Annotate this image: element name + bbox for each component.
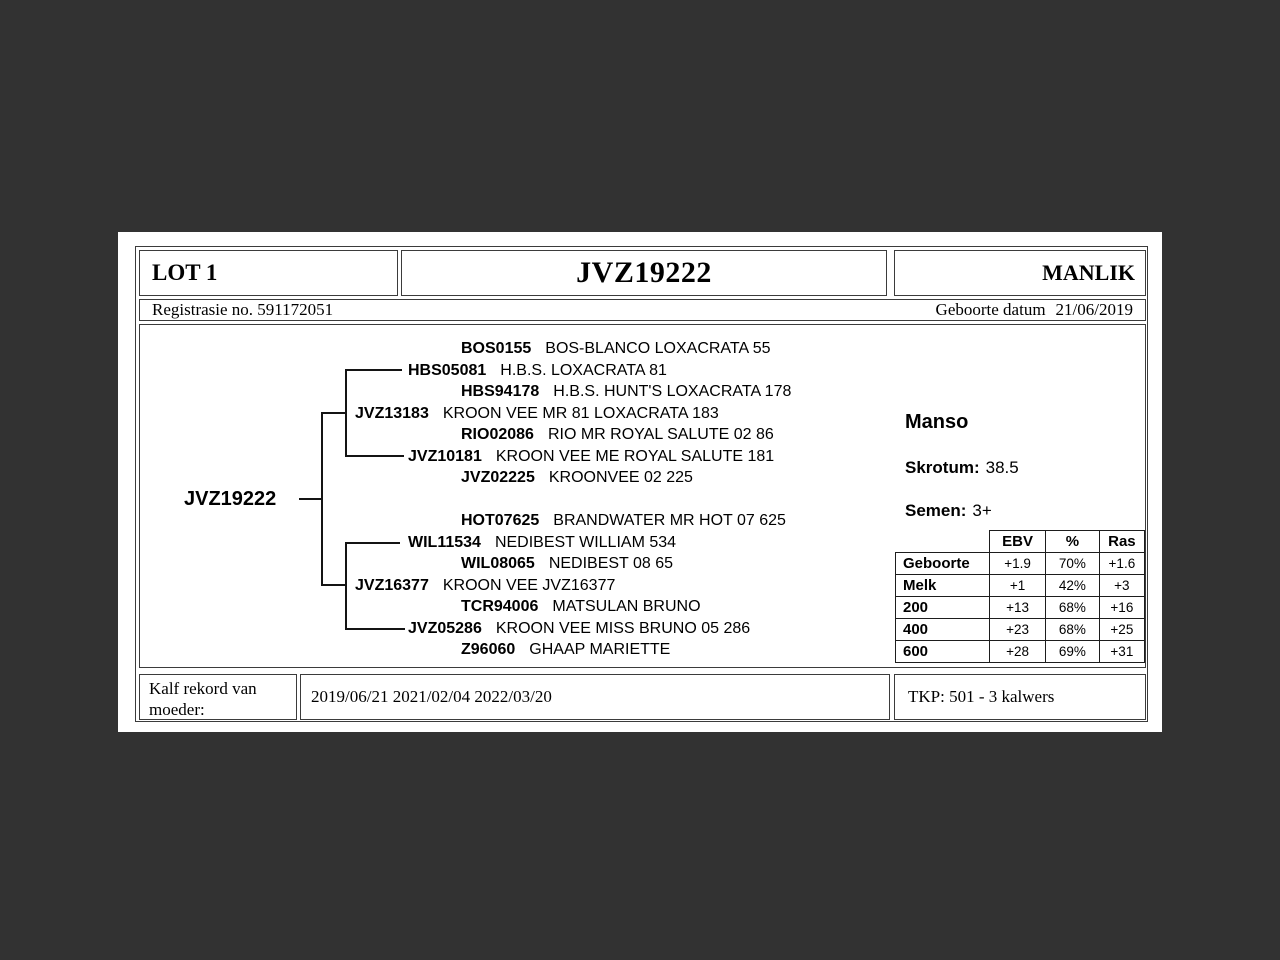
animal-id: WIL11534 [408, 533, 481, 551]
semen-rating [905, 501, 992, 521]
accuracy-value: 42% [1045, 575, 1099, 597]
pedigree-row [461, 597, 701, 617]
scrotum-label: Skrotum: [905, 458, 980, 477]
pedigree-row [461, 339, 771, 359]
animal-name: KROON VEE ME ROYAL SALUTE 181 [495, 447, 775, 465]
ebv-row [896, 553, 1145, 575]
pedigree-connector-line [345, 369, 402, 371]
pedigree-row [408, 361, 667, 381]
animal-name: NEDIBEST WILLIAM 534 [494, 533, 677, 551]
registration-strip [139, 299, 1146, 321]
pedigree-connector-line [345, 542, 347, 630]
ebv-value: +23 [990, 619, 1046, 641]
animal-id: HBS05081 [408, 361, 487, 379]
animal-name: H.B.S. LOXACRATA 81 [500, 361, 667, 379]
ebv-row [896, 575, 1145, 597]
pedigree-row [408, 447, 774, 467]
animal-id: BOS0155 [461, 340, 532, 357]
animal-id: WIL08065 [461, 555, 535, 572]
ebv-row [896, 619, 1145, 641]
pedigree-connector-line [321, 412, 323, 586]
birth-date-label: Geboorte datum [935, 300, 1046, 319]
card-frame [135, 246, 1148, 722]
ras-value: +16 [1099, 597, 1144, 619]
animal-name: KROON VEE JVZ16377 [442, 576, 616, 594]
calf-record-label-box [139, 674, 297, 720]
calf-record-dates: 2019/06/21 2021/02/04 2022/03/20 [311, 687, 552, 706]
animal-name: KROONVEE 02 225 [548, 469, 693, 486]
accuracy-value: 70% [1045, 553, 1099, 575]
lot-box [139, 250, 398, 296]
ebv-header-row [896, 531, 1145, 553]
animal-id: HOT07625 [461, 512, 540, 529]
ebv-row [896, 641, 1145, 663]
animal-name: KROON VEE MISS BRUNO 05 286 [495, 619, 751, 637]
pedigree-row [355, 576, 615, 596]
ebv-row-label: Melk [896, 575, 990, 597]
ebv-blank-header [896, 531, 990, 553]
ebv-value: +28 [990, 641, 1046, 663]
ras-value: +25 [1099, 619, 1144, 641]
pedigree-row [408, 533, 676, 553]
calf-record-dates-box [300, 674, 890, 720]
animal-name: RIO MR ROYAL SALUTE 02 86 [547, 426, 774, 443]
pedigree-connector-line [321, 584, 346, 586]
semen-value: 3+ [972, 501, 992, 520]
animal-name: NEDIBEST 08 65 [548, 555, 674, 572]
pedigree-row [461, 425, 774, 445]
ras-value: +1.6 [1099, 553, 1144, 575]
ebv-value: +1 [990, 575, 1046, 597]
ebv-value: +1.9 [990, 553, 1046, 575]
scrotum-value: 38.5 [985, 458, 1019, 477]
temperament-label: Manso [905, 411, 969, 433]
ras-value: +31 [1099, 641, 1144, 663]
animal-id: Z96060 [461, 641, 516, 658]
pedigree-root-id: JVZ19222 [184, 488, 277, 510]
accuracy-value: 68% [1045, 619, 1099, 641]
animal-id: RIO02086 [461, 426, 534, 443]
semen-label: Semen: [905, 501, 967, 520]
ebv-table [895, 530, 1145, 663]
pedigree-row [461, 554, 673, 574]
pedigree-row [461, 468, 693, 488]
pedigree-connector-line [299, 498, 322, 500]
animal-name: KROON VEE MR 81 LOXACRATA 183 [442, 404, 719, 422]
pedigree-connector-line [345, 455, 404, 457]
animal-id: JVZ02225 [461, 469, 535, 486]
pedigree-row [408, 619, 750, 639]
ebv-row-label: 400 [896, 619, 990, 641]
animal-id: HBS94178 [461, 383, 540, 400]
pedigree-connector-line [345, 369, 347, 457]
tkp-value: TKP: 501 - 3 kalwers [908, 687, 1055, 706]
birth-date-value: 21/06/2019 [1055, 300, 1133, 319]
animal-name: GHAAP MARIETTE [529, 641, 671, 658]
accuracy-value: 69% [1045, 641, 1099, 663]
sex-box [894, 250, 1146, 296]
ebv-column-header: EBV [990, 531, 1046, 553]
pedigree-row [355, 404, 719, 424]
animal-name: BRANDWATER MR HOT 07 625 [553, 512, 786, 529]
animal-name: MATSULAN BRUNO [552, 598, 701, 615]
animal-name: BOS-BLANCO LOXACRATA 55 [545, 340, 771, 357]
catalog-card [118, 232, 1162, 732]
ras-value: +3 [1099, 575, 1144, 597]
animal-id: TCR94006 [461, 598, 539, 615]
ebv-value: +13 [990, 597, 1046, 619]
pedigree-panel [139, 324, 1146, 668]
tkp-box [894, 674, 1146, 720]
pedigree-connector-line [345, 542, 400, 544]
animal-name: H.B.S. HUNT'S LOXACRATA 178 [553, 383, 792, 400]
pedigree-connector-line [321, 412, 346, 414]
accuracy-value: 68% [1045, 597, 1099, 619]
registration-number: Registrasie no. 591172051 [152, 300, 334, 319]
animal-id: JVZ10181 [408, 447, 482, 465]
pedigree-row [461, 382, 791, 402]
ras-column-header: Ras [1099, 531, 1144, 553]
pedigree-row [461, 511, 786, 531]
title-box [401, 250, 887, 296]
sex-label: MANLIK [1042, 260, 1135, 285]
page-title: JVZ19222 [576, 256, 712, 289]
birth-date-group [936, 300, 1133, 320]
ebv-row [896, 597, 1145, 619]
accuracy-column-header: % [1045, 531, 1099, 553]
animal-id: JVZ05286 [408, 619, 482, 637]
animal-id: JVZ13183 [355, 404, 429, 422]
pedigree-row [461, 640, 670, 660]
ebv-row-label: Geboorte [896, 553, 990, 575]
lot-number: LOT 1 [152, 260, 218, 285]
calf-record-label: Kalf rekord van moeder: [149, 679, 257, 720]
scrotum-measurement [905, 458, 1019, 478]
animal-id: JVZ16377 [355, 576, 429, 594]
pedigree-connector-line [345, 628, 405, 630]
ebv-row-label: 600 [896, 641, 990, 663]
ebv-row-label: 200 [896, 597, 990, 619]
